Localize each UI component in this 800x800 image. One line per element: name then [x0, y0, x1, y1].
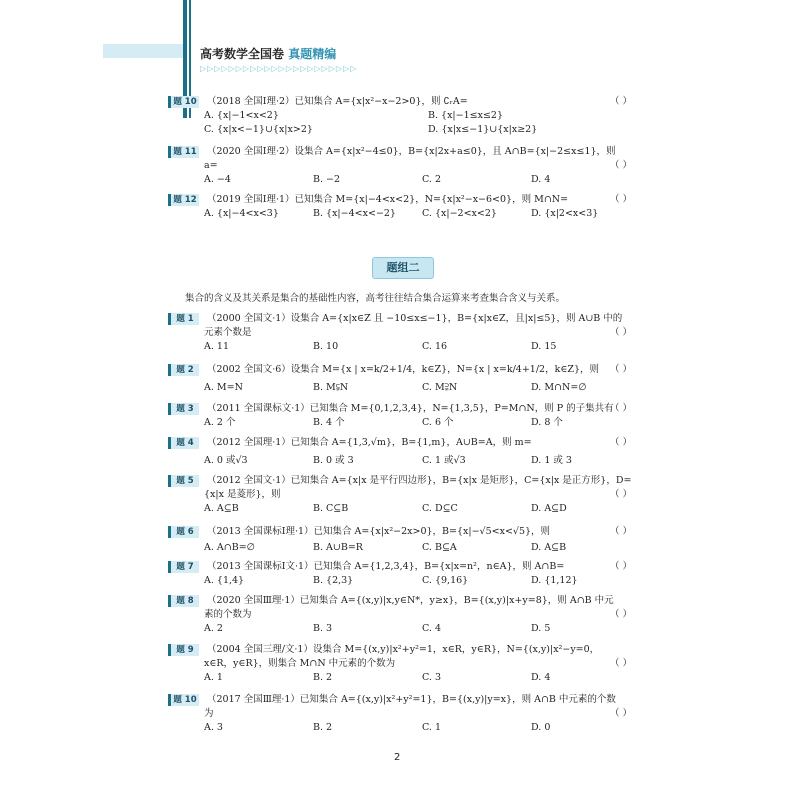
- options: [168, 622, 640, 636]
- group-title: 题组二: [372, 257, 434, 279]
- option-c: C. D⊆C: [422, 503, 458, 514]
- question-2: [168, 363, 640, 395]
- header-arrows-decoration: ▷▷▷▷▷▷▷▷▷▷▷▷▷▷▷▷▷▷▷▷▷▷: [200, 64, 358, 73]
- question-10: [168, 95, 640, 137]
- option-b: B. 0 或 3: [313, 455, 354, 466]
- answer-paren: （ ）: [609, 437, 632, 448]
- question-stem: （2013 全国课标Ⅰ文·1）已知集合 A={1,2,3,4}，B={x|x=n²，n∈A}，则 A∩B=: [207, 561, 565, 572]
- question-1: [168, 312, 640, 354]
- option-c: C. {x|−2<x<2}: [422, 208, 497, 219]
- header-band: [103, 44, 183, 58]
- question-7: [168, 560, 640, 588]
- question-stem-continued: {x|x 是菱形}，则: [204, 489, 281, 500]
- option-d: D. 15: [531, 341, 557, 352]
- option-d: D. M∩N=∅: [531, 382, 587, 393]
- question-8: [168, 594, 640, 636]
- question-label: 题 10: [168, 96, 199, 108]
- option-d: D. 5: [531, 623, 551, 634]
- question-10-group2: [168, 693, 640, 735]
- option-d: D. 0: [531, 722, 551, 733]
- options: [168, 671, 640, 685]
- question-label: 题 3: [168, 403, 199, 415]
- option-d: D. {x|2<x<3}: [531, 208, 599, 219]
- question-label: 题 9: [168, 644, 199, 656]
- question-stem-continued: x∈R，y∈R}，则集合 M∩N 中元素的个数为: [204, 658, 396, 669]
- question-stem: （2000 全国文·1）设集合 A={x|x∈Z 且 −10≤x≤−1}，B={x|x∈Z，且|x|≤5}，则 A∪B 中的: [207, 313, 623, 324]
- option-c: C. 2: [422, 174, 442, 185]
- question-label: 题 8: [168, 595, 199, 607]
- options: [168, 541, 640, 555]
- option-a: A. {x|−1<x<2}: [204, 110, 279, 121]
- option-d: D. A⊆D: [531, 503, 567, 514]
- options: [168, 381, 640, 395]
- question-stem-continued: 素的个数为: [204, 609, 252, 620]
- option-b: B. 2: [313, 722, 333, 733]
- question-stem: （2004 全国三理/文·1）设集合 M={(x,y)|x²+y²=1，x∈R，y∈R}，N={(x,y)|x²−y=0，: [207, 644, 600, 655]
- question-label: 题 5: [168, 475, 199, 487]
- answer-paren: （ ）: [609, 489, 632, 500]
- option-b: B. {x|−1≤x≤2}: [428, 110, 503, 121]
- option-b: B. 2: [313, 672, 333, 683]
- option-c: C. M⫌N: [422, 382, 458, 393]
- question-stem: （2020 全国Ⅲ理·1）已知集合 A={(x,y)|x,y∈N*，y≥x}，B={(x,y)|x+y=8}，则 A∩B 中元: [207, 595, 614, 606]
- option-a: A. 2: [204, 623, 223, 634]
- option-c: C. B⊆A: [422, 542, 457, 553]
- question-label: 题 1: [168, 313, 199, 325]
- answer-paren: （ ）: [609, 561, 632, 572]
- options: [168, 502, 640, 516]
- option-a: A. M=N: [204, 382, 243, 393]
- question-label: 题 12: [168, 194, 199, 206]
- question-6: [168, 525, 640, 555]
- question-stem: （2011 全国课标文·1）已知集合 M={0,1,2,3,4}，N={1,3,5}，P=M∩N，则 P 的子集共有: [207, 403, 614, 414]
- option-b: B. M⫋N: [313, 382, 349, 393]
- question-stem: （2013 全国课标Ⅰ理·1）已知集合 A={x|x²−2x>0}，B={x|−√5<x<√5}，则: [207, 526, 551, 537]
- option-d: D. 8 个: [531, 417, 563, 428]
- header-title: 高考数学全国卷: [200, 47, 285, 61]
- option-b: B. C⊆B: [313, 503, 349, 514]
- question-5: [168, 474, 640, 516]
- question-label: 题 7: [168, 561, 199, 573]
- answer-paren: （ ）: [609, 364, 632, 375]
- option-c: C. 1 或√3: [422, 455, 466, 466]
- option-a: A. 3: [204, 722, 223, 733]
- option-a: A. A⊆B: [204, 503, 239, 514]
- question-stem: （2012 全国文·1）已知集合 A={x|x 是平行四边形}，B={x|x 是矩形}，C={x|x 是正方形}，D=: [207, 475, 632, 486]
- options: [168, 207, 640, 221]
- question-4: [168, 436, 640, 468]
- option-a: A. A∩B=∅: [204, 542, 255, 553]
- question-label: 题 2: [168, 364, 199, 376]
- option-a: A. {x|−4<x<3}: [204, 208, 279, 219]
- option-b: B. A∪B=R: [313, 542, 363, 553]
- question-11: [168, 145, 640, 187]
- option-b: B. {2,3}: [313, 575, 354, 586]
- option-a: A. 1: [204, 672, 223, 683]
- answer-paren: （ ）: [609, 609, 632, 620]
- question-9: [168, 643, 640, 685]
- question-stem: （2017 全国Ⅲ理·1）已知集合 A={(x,y)|x²+y²=1}，B={(x,y)|y=x}，则 A∩B 中元素的个数: [207, 694, 616, 705]
- options: [168, 109, 640, 137]
- option-c: C. {x|x<−1}∪{x|x>2}: [204, 124, 313, 135]
- options: [168, 721, 640, 735]
- question-label: 题 4: [168, 437, 199, 449]
- page-number: 2: [394, 752, 401, 763]
- answer-paren: （ ）: [609, 526, 632, 537]
- option-d: D. A⊆B: [531, 542, 567, 553]
- option-c: C. 16: [422, 341, 448, 352]
- answer-paren: （ ）: [609, 194, 632, 205]
- group-intro: 集合的含义及其关系是集合的基础性内容，高考往往结合集合运算来考查集合含义与关系。: [185, 293, 566, 304]
- option-d: D. 4: [531, 672, 551, 683]
- option-b: B. 4 个: [313, 417, 345, 428]
- question-stem: （2018 全国Ⅰ理·2）已知集合 A={x|x²−x−2>0}，则 ∁ᵣA=: [207, 96, 468, 107]
- question-stem-continued: a=: [204, 160, 218, 171]
- option-a: A. −4: [204, 174, 231, 185]
- answer-paren: （ ）: [609, 96, 632, 107]
- question-label: 题 11: [168, 146, 199, 158]
- answer-paren: （ ）: [609, 160, 632, 171]
- question-stem: （2012 全国理·1）已知集合 A={1,3,√m}，B={1,m}，A∪B=A，则 m=: [207, 437, 532, 448]
- options: [168, 416, 640, 430]
- option-a: A. 0 或√3: [204, 455, 248, 466]
- option-d: D. {1,12}: [531, 575, 578, 586]
- question-label: 题 6: [168, 526, 199, 538]
- option-c: C. 6 个: [422, 417, 454, 428]
- question-3: [168, 402, 640, 430]
- answer-paren: （ ）: [609, 658, 632, 669]
- option-c: C. 1: [422, 722, 442, 733]
- option-b: B. {x|−4<x<−2}: [313, 208, 396, 219]
- options: [168, 574, 640, 588]
- options: [168, 173, 640, 187]
- question-stem: （2002 全国文·6）设集合 M={x | x=k/2+1/4，k∈Z}，N={x | x=k/4+1/2，k∈Z}，则: [207, 364, 600, 375]
- question-12: [168, 193, 640, 221]
- option-b: B. −2: [313, 174, 341, 185]
- question-stem: （2019 全国Ⅰ理·1）已知集合 M={x|−4<x<2}，N={x|x²−x−6<0}，则 M∩N=: [207, 194, 569, 205]
- option-a: A. 11: [204, 341, 229, 352]
- options: [168, 454, 640, 468]
- page-header: [200, 45, 336, 62]
- option-d: D. 1 或 3: [531, 455, 572, 466]
- answer-paren: （ ）: [609, 708, 632, 719]
- option-c: C. {9,16}: [422, 575, 469, 586]
- option-b: B. 10: [313, 341, 339, 352]
- option-a: A. 2 个: [204, 417, 236, 428]
- options: [168, 340, 640, 354]
- answer-paren: （ ）: [609, 403, 632, 414]
- header-highlight: 真题精编: [288, 47, 337, 61]
- option-c: C. 4: [422, 623, 442, 634]
- option-b: B. 3: [313, 623, 333, 634]
- option-c: C. 3: [422, 672, 442, 683]
- question-stem-continued: 元素个数是: [204, 327, 252, 338]
- question-stem-continued: 为: [204, 708, 214, 719]
- answer-paren: （ ）: [609, 327, 632, 338]
- question-label: 题 10: [168, 694, 199, 706]
- question-stem: （2020 全国Ⅰ理·2）设集合 A={x|x²−4≤0}，B={x|2x+a≤0}，且 A∩B={x|−2≤x≤1}，则: [207, 146, 616, 157]
- option-d: D. {x|x≤−1}∪{x|x≥2}: [428, 124, 538, 135]
- option-d: D. 4: [531, 174, 551, 185]
- option-a: A. {1,4}: [204, 575, 245, 586]
